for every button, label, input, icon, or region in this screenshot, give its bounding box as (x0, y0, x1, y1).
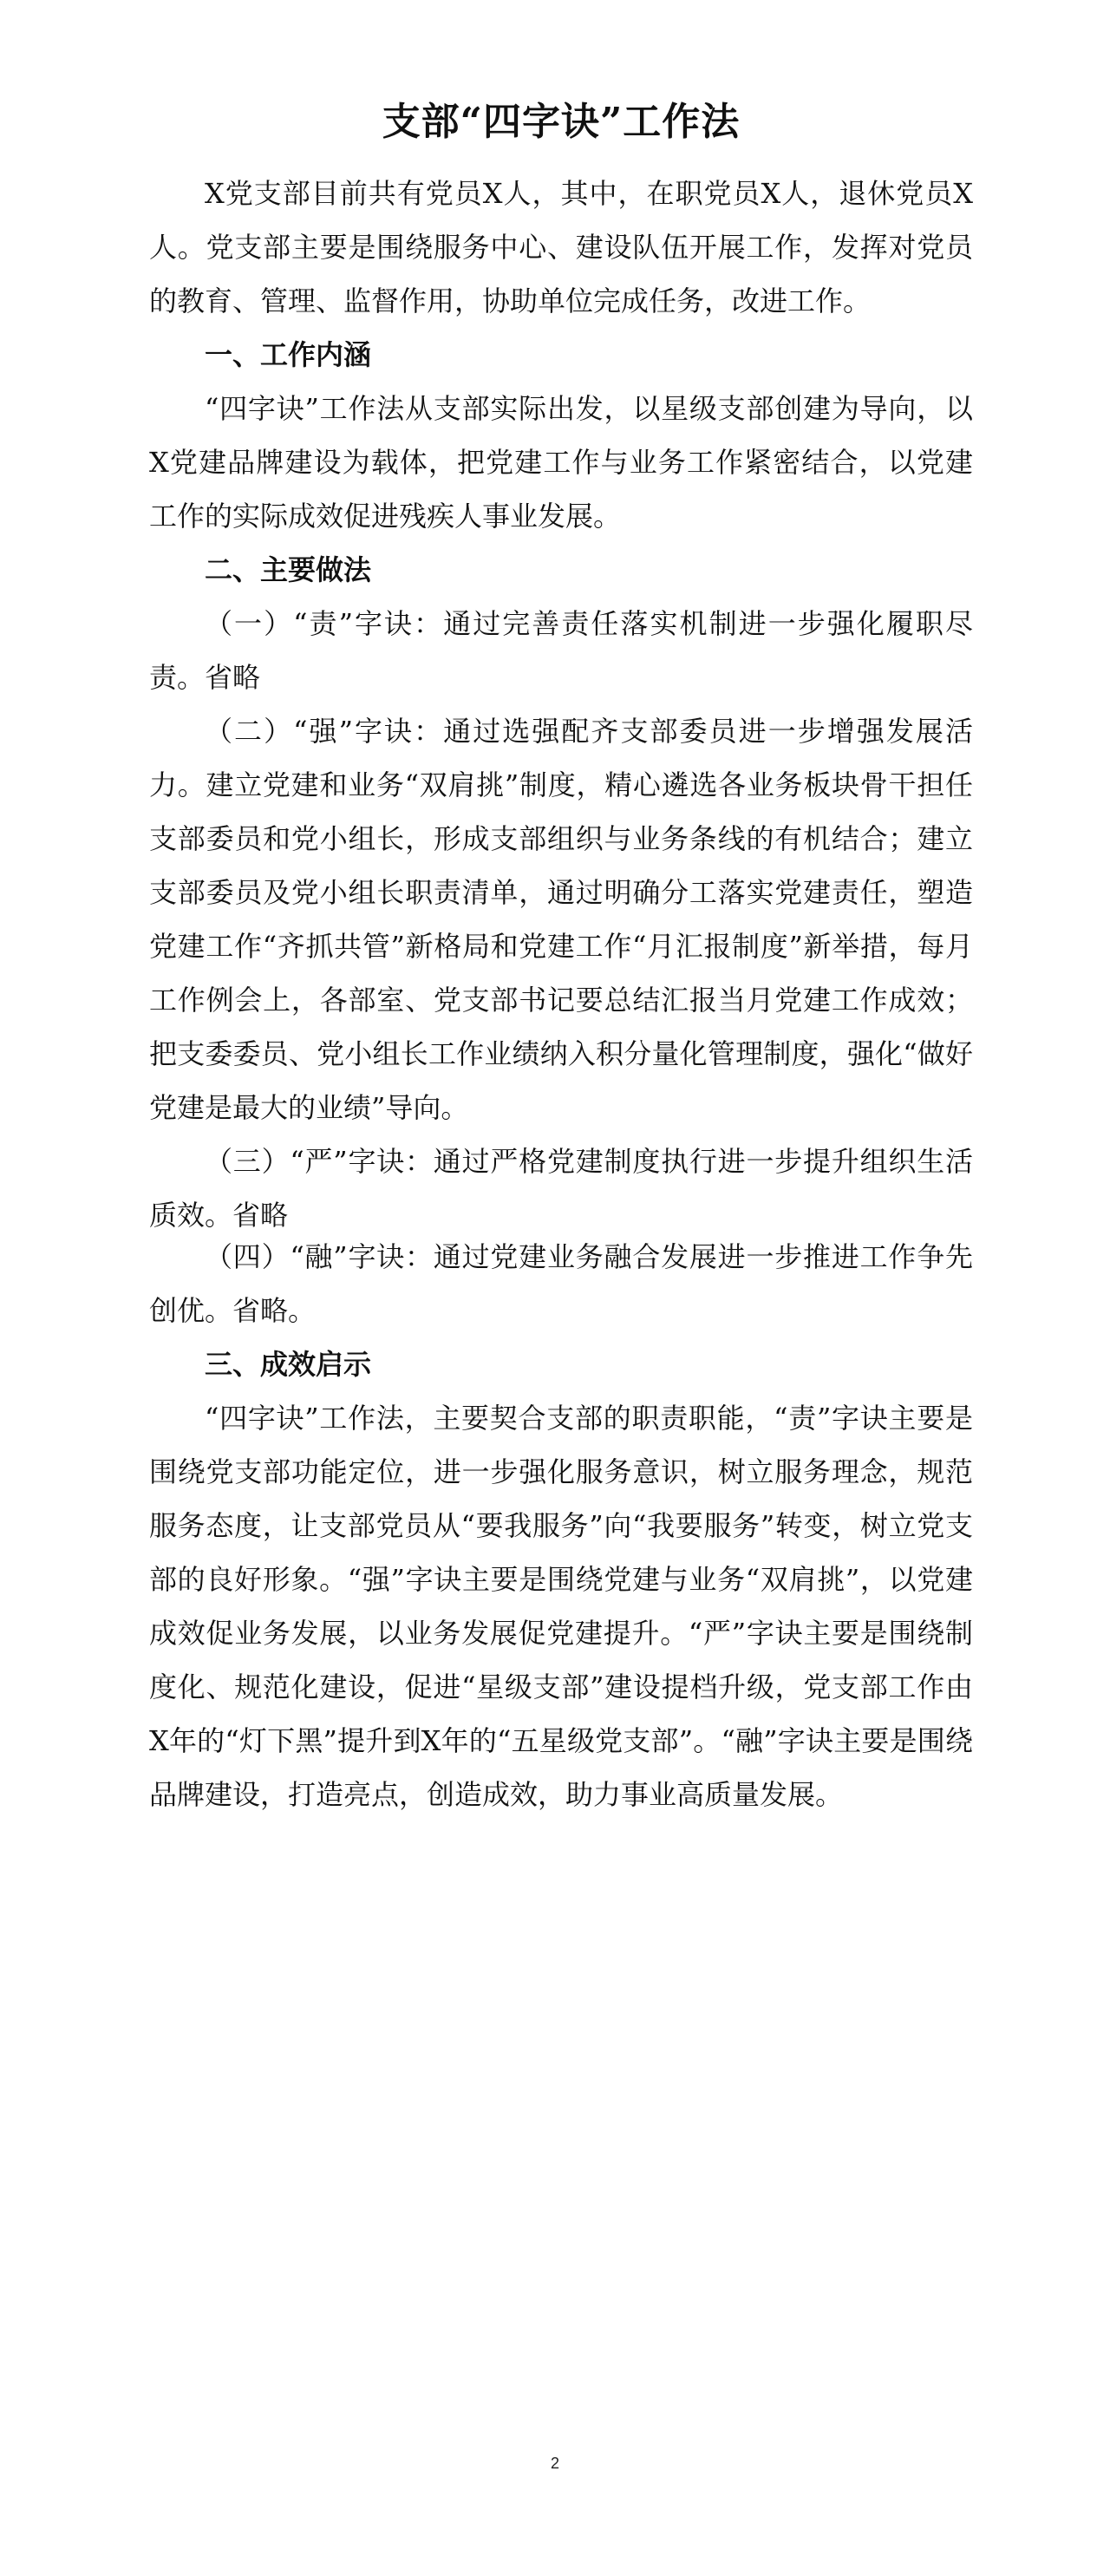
section3-paragraph: “四字诀”工作法，主要契合支部的职责职能，“责”字诀主要是围绕党支部功能定位，进一步强化服务意识，树立服务理念，规范服务态度，让支部党员从“要我服务”向“我要服务”转变，树立党支部的良好形象。“强”字诀主要是围绕党建与业务“双肩挑”，以党建成效促业务发展，以业务发展促党建提升。“严”字诀主要是围绕制度化、规范化建设，促进“星级支部”建设提档升级，党支部工作由X年的“灯下黑”提升到X年的“五星级党支部”。“融”字诀主要是围绕品牌建设，打造亮点，创造成效，助力事业高质量发展。 (149, 1402, 973, 1811)
document-body (149, 167, 973, 1821)
intro-paragraph: X党支部目前共有党员X人，其中，在职党员X人，退休党员X人。党支部主要是围绕服务中心、建设队伍开展工作，发挥对党员的教育、管理、监督作用，协助单位完成任务，改进工作。 (149, 177, 973, 317)
page-number: 2 (550, 2455, 559, 2472)
document-title: 支部“四字诀”工作法 (382, 100, 741, 144)
section1-paragraph: “四字诀”工作法从支部实际出发，以星级支部创建为导向，以X党建品牌建设为载体，把党建工作与业务工作紧密结合，以党建工作的实际成效促进残疾人事业发展。 (149, 392, 973, 533)
practice-item-4: （四）“融”字诀：通过党建业务融合发展进一步推进工作争先创优。省略。 (149, 1240, 973, 1327)
practice-item-3: （三）“严”字诀：通过严格党建制度执行进一步提升组织生活质效。省略 (149, 1145, 973, 1232)
practice-item-2: （二）“强”字诀：通过选强配齐支部委员进一步增强发展活力。建立党建和业务“双肩挑”制度，精心遴选各业务板块骨干担任支部委员和党小组长，形成支部组织与业务条线的有机结合；建立支部委员及党小组长职责清单，通过明确分工落实党建责任，塑造党建工作“齐抓共管”新格局和党建工作“月汇报制度”新举措，每月工作例会上，各部室、党支部书记要总结汇报当月党建工作成效；把支委委员、党小组长工作业绩纳入积分量化管理制度，强化“做好党建是最大的业绩”导向。 (149, 715, 973, 1124)
practice-item-1: （一）“责”字诀：通过完善责任落实机制进一步强化履职尽责。省略 (149, 607, 973, 694)
section-heading-1: 一、工作内涵 (205, 338, 372, 371)
section-heading-2: 二、主要做法 (205, 553, 372, 586)
section-heading-3: 三、成效启示 (205, 1348, 372, 1381)
